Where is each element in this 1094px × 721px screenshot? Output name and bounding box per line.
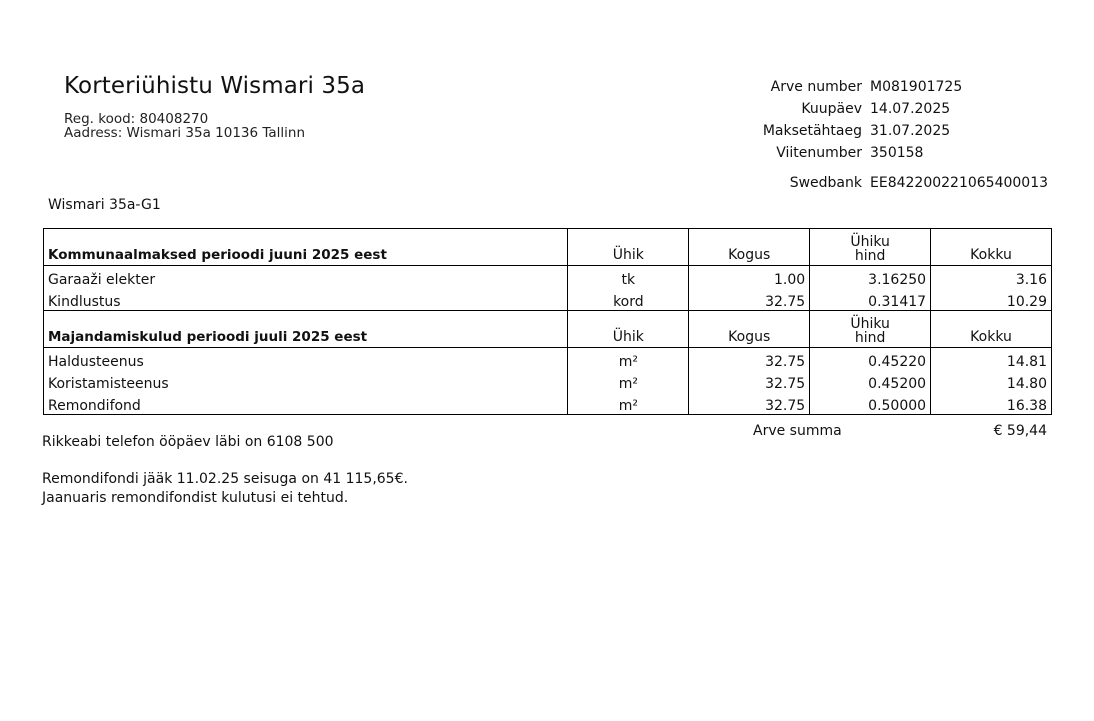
- item-unit-price: 0.50000: [810, 392, 931, 415]
- due-date: 31.07.2025: [870, 123, 951, 139]
- item-unit-price: 3.16250: [810, 266, 931, 289]
- item-unit: tk: [568, 266, 689, 289]
- item-unit: m²: [568, 370, 689, 392]
- reg-code: Reg. kood: 80408270: [64, 111, 209, 127]
- table-row: [44, 348, 1052, 371]
- item-total: 10.29: [931, 288, 1052, 311]
- bank-label: Swedbank: [789, 175, 862, 191]
- item-total: 16.38: [931, 392, 1052, 415]
- column-header-quantity: Kogus: [689, 311, 810, 348]
- item-name: Garaaži elekter: [44, 266, 568, 289]
- item-quantity: 32.75: [689, 392, 810, 415]
- invoice-date: 14.07.2025: [870, 101, 951, 117]
- column-header-unit-price: [810, 229, 931, 266]
- column-header-unit: Ühik: [568, 311, 689, 348]
- column-header-unit-price-line2: hind: [854, 330, 886, 346]
- item-total: 3.16: [931, 266, 1052, 289]
- item-unit-price: 0.31417: [810, 288, 931, 311]
- reference-number-label: Viitenumber: [776, 145, 862, 161]
- emergency-phone-note: Rikkeabi telefon ööpäev läbi on 6108 500: [42, 434, 334, 450]
- company-address: Aadress: Wismari 35a 10136 Tallinn: [64, 125, 306, 141]
- column-header-total: Kokku: [931, 229, 1052, 266]
- column-header-unit-price-line1: Ühiku: [850, 234, 890, 250]
- repair-fund-spending-note: Jaanuaris remondifondist kulutusi ei tehtud.: [42, 490, 349, 506]
- item-name: Koristamisteenus: [44, 370, 568, 392]
- due-date-label: Maksetähtaeg: [762, 123, 862, 139]
- table-row: [44, 370, 1052, 392]
- item-unit: m²: [568, 392, 689, 415]
- column-header-unit-price: [810, 311, 931, 348]
- item-name: Haldusteenus: [44, 348, 568, 371]
- item-unit: kord: [568, 288, 689, 311]
- company-name: Korteriühistu Wismari 35a: [64, 73, 366, 99]
- apartment-unit: Wismari 35a-G1: [48, 197, 161, 213]
- reference-number: 350158: [870, 145, 924, 161]
- column-header-quantity: Kogus: [689, 229, 810, 266]
- repair-fund-balance-note: Remondifondi jääk 11.02.25 seisuga on 41 115,65€.: [42, 471, 408, 487]
- table-row: [44, 266, 1052, 289]
- item-quantity: 1.00: [689, 266, 810, 289]
- bank-iban: EE842200221065400013: [870, 175, 1049, 191]
- section-title: Majandamiskulud perioodi juuli 2025 eest: [44, 311, 568, 348]
- item-quantity: 32.75: [689, 348, 810, 371]
- invoice-sum-value: € 59,44: [993, 423, 1047, 439]
- column-header-unit: Ühik: [568, 229, 689, 266]
- item-unit-price: 0.45200: [810, 370, 931, 392]
- section-title: Kommunaalmaksed perioodi juuni 2025 eest: [44, 229, 568, 266]
- item-name: Kindlustus: [44, 288, 568, 311]
- item-total: 14.80: [931, 370, 1052, 392]
- section-header-row: [44, 229, 1052, 266]
- invoice-sum-label: Arve summa: [753, 423, 842, 439]
- invoice-number-label: Arve number: [770, 79, 862, 95]
- column-header-total: Kokku: [931, 311, 1052, 348]
- item-quantity: 32.75: [689, 288, 810, 311]
- table-row: [44, 392, 1052, 415]
- section-header-row: [44, 311, 1052, 348]
- table-row: [44, 288, 1052, 311]
- invoice-table: [43, 228, 1052, 415]
- item-total: 14.81: [931, 348, 1052, 371]
- item-unit: m²: [568, 348, 689, 371]
- item-quantity: 32.75: [689, 370, 810, 392]
- item-name: Remondifond: [44, 392, 568, 415]
- invoice-number: M081901725: [870, 79, 963, 95]
- column-header-unit-price-line2: hind: [854, 248, 886, 264]
- item-unit-price: 0.45220: [810, 348, 931, 371]
- invoice-date-label: Kuupäev: [801, 101, 862, 117]
- column-header-unit-price-line1: Ühiku: [850, 316, 890, 332]
